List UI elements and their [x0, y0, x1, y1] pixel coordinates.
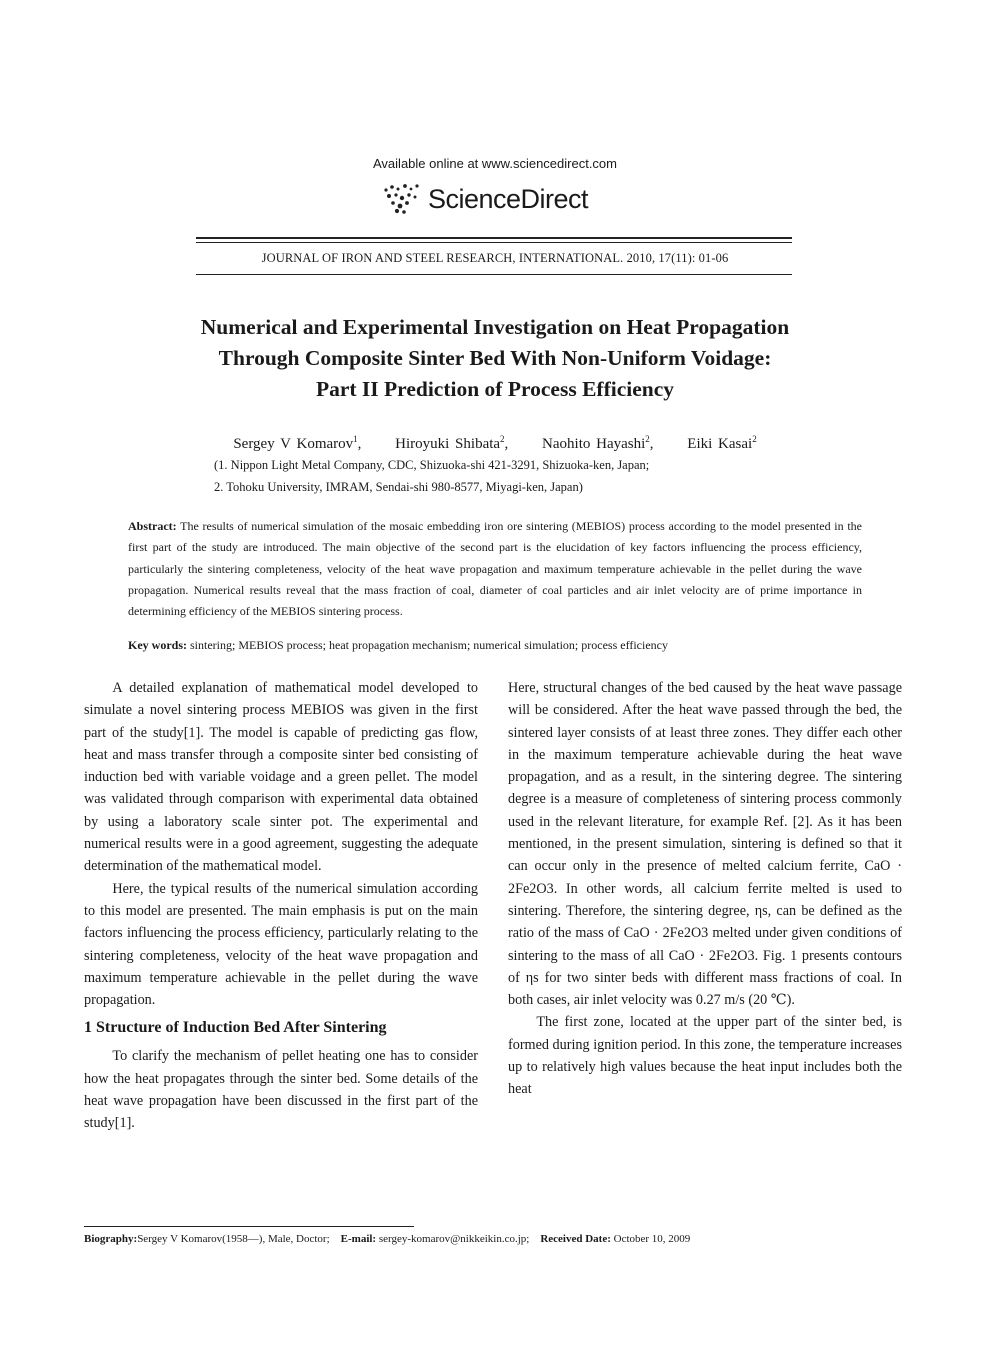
abstract-label: Abstract:	[128, 519, 177, 533]
footnote-rule	[84, 1226, 414, 1227]
email-text: sergey-komarov@nikkeikin.co.jp;	[378, 1233, 530, 1245]
title-line-1: Numerical and Experimental Investigation on Heat Propagation	[200, 315, 790, 339]
abstract-text: The results of numerical simulation of the mosaic embedding iron ore sintering (MEBIOS) process according to the model presented in the first part of the study are introduced. The main objective of the second part is the elucidation of key factors influencing the process efficiency, particularly the sintering completeness, velocity of the heat wave propagation and maximum temperature achievable in the pellet during the wave propagation. Numerical results reveal that the mass fraction of coal, diameter of coal particles and air inlet velocity are of prime importance in determining efficiency of the MEBIOS sintering process.	[128, 519, 862, 619]
received-date-text: October 10, 2009	[613, 1233, 691, 1245]
journal-citation: JOURNAL OF IRON AND STEEL RESEARCH, INTERNATIONAL. 2010, 17(11): 01-06	[261, 251, 729, 265]
paragraph: Here, the typical results of the numerical simulation according to this model are presented. The main emphasis is put on the main factors influencing the process efficiency, particularly relating to the sintering completeness, velocity of the heat wave propagation and maximum temperature achievable in the pellet during the wave propagation.	[84, 880, 478, 1009]
availability-line: Available online at www.sciencedirect.com	[373, 156, 617, 171]
keywords	[128, 638, 862, 653]
received-date-label: Received Date:	[540, 1233, 611, 1245]
paragraph: Here, structural changes of the bed caused by the heat wave passage will be considered. After the heat wave passed through the bed, the sintered layer consists of at least three zones. They differ each other in the maximum temperature achievable during the heat wave propagation, and as a result, in the sintering degree. The sintering degree is a measure of completeness of sintering process commonly used in the relevant literature, for example Ref. [2]. As it has been mentioned, in the present simulation, sintering is defined so that it can occur only in the presence of melted calcium ferrite, CaO · 2Fe2O3. In other words, all calcium ferrite melted is used to sintering. Therefore, the sintering degree, ηs, can be defined as the ratio of the mass of CaO · 2Fe2O3 melted under given conditions of sintering to the mass of all CaO · 2Fe2O3. Fig. 1 presents contours of ηs for two sinter beds with different mass fractions of coal. In both cases, air inlet velocity was 0.27 m/s (20 ℃).	[508, 680, 902, 1009]
author: Sergey V Komarov$^1$,	[233, 434, 362, 452]
biography-label: Biography:	[84, 1233, 138, 1245]
paragraph: A detailed explanation of mathematical model developed to simulate a novel sintering process MEBIOS was given in the first part of the study[1]. The model is capable of predicting gas flow, heat and mass transfer through a composite sinter bed consisting of induction bed with variable voidage and a green pellet. The model was validated through comparison with experimental data obtained by using a laboratory scale sinter pot. The experimental and numerical results were in a good agreement, suggesting the adequate determination of the mathematical model.	[84, 680, 478, 875]
header-rule-top-thin	[196, 242, 792, 243]
biography-text: Sergey V Komarov(1958—), Male, Doctor;	[137, 1233, 330, 1245]
author: Naohito Hayashi$^2$,	[542, 434, 654, 452]
author: Eiki Kasai$^2$	[687, 434, 757, 452]
paper-title	[100, 312, 890, 405]
publisher-name: ScienceDirect	[428, 184, 589, 214]
body-column-right	[508, 677, 902, 1101]
author-list	[0, 434, 990, 453]
section-heading: 1 Structure of Induction Bed After Sintering	[84, 1019, 387, 1037]
body-column-left	[84, 677, 478, 1135]
header-rule-bottom	[196, 274, 792, 275]
publisher-emblem-icon	[378, 180, 426, 220]
email-label: E-mail:	[340, 1233, 377, 1245]
title-line-3: Part II Prediction of Process Efficiency	[315, 377, 675, 401]
author: Hiroyuki Shibata$^2$,	[395, 434, 509, 452]
footnote	[84, 1233, 690, 1245]
sciencedirect-logo	[378, 180, 618, 224]
keywords-label: Key words:	[128, 638, 187, 652]
paragraph: To clarify the mechanism of pellet heating one has to consider how the heat propagates through the sinter bed. Some details of the heat wave propagation have been discussed in the first part of the study[1].	[84, 1048, 478, 1132]
paragraph: The first zone, located at the upper part of the sinter bed, is formed during ignition period. In this zone, the temperature increases up to relatively high values because the heat input includes both the heat	[508, 1014, 902, 1098]
title-line-2: Through Composite Sinter Bed With Non-Uniform Voidage:	[218, 346, 772, 370]
abstract	[128, 516, 862, 622]
keywords-text: sintering; MEBIOS process; heat propagation mechanism; numerical simulation; process efficiency	[190, 638, 668, 652]
affiliation-2: 2. Tohoku University, IMRAM, Sendai-shi 980-8577, Miyagi-ken, Japan)	[214, 480, 583, 494]
affiliation-1: (1. Nippon Light Metal Company, CDC, Shizuoka-shi 421-3291, Shizuoka-ken, Japan;	[214, 458, 650, 472]
header-rule-top	[196, 237, 792, 239]
